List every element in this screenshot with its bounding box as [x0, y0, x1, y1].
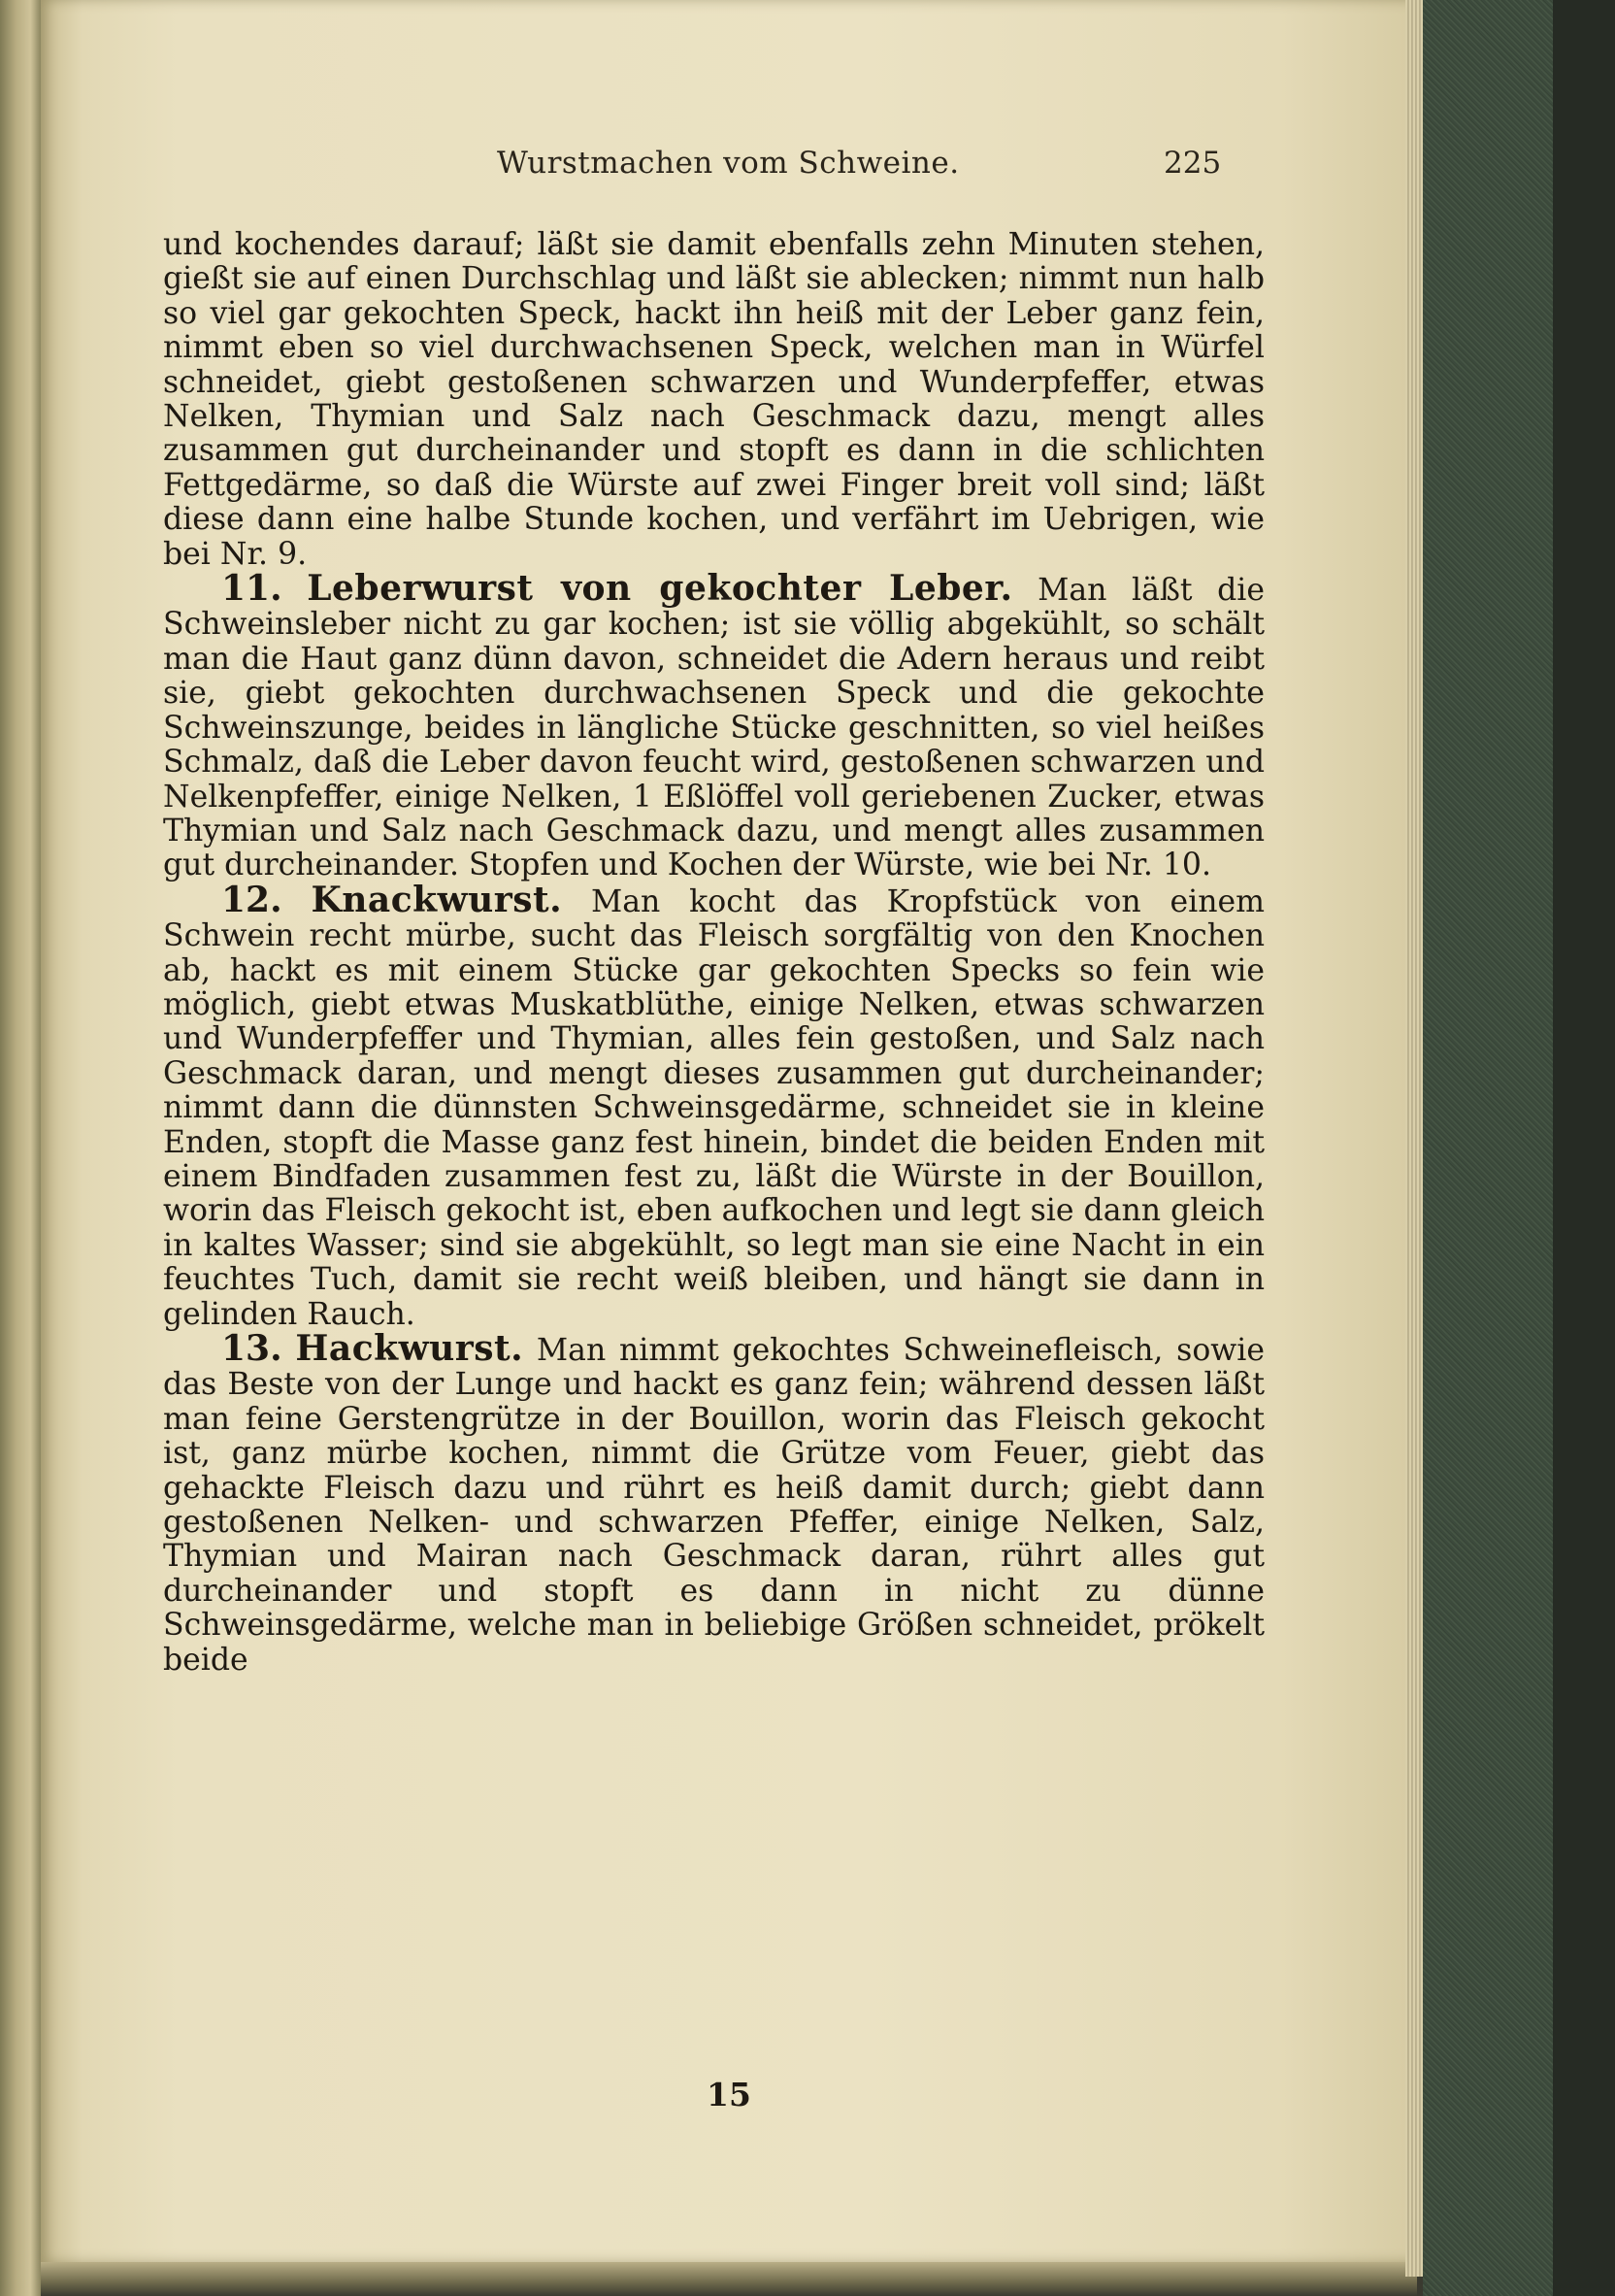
previous-page-edge	[0, 0, 41, 2296]
recipe-number: 12.	[221, 879, 282, 920]
page-block-edges	[1405, 0, 1423, 2277]
recipe-text: Man kocht das Kropfstück von einem Schwein recht mürbe, sucht das Fleisch sorgfältig von den Knochen ab, hackt es mit einem Stücke gar gekochten Specks so fein wie möglich, giebt etwas Muskatblüthe, einige Nelken, etwas schwarzen und Wunderpfeffer und Thymian, alles fein gestoßen, und Salz nach Geschmack daran, und mengt dieses zusammen gut durcheinander; nimmt dann die dünnsten Schweinsgedärme, schneidet sie in kleine Enden, stopft die Masse ganz fest hinein, bindet die beiden Enden mit einem Bindfaden zusammen fest zu, läßt die Würste in der Bouillon, worin das Fleisch gekocht ist, eben aufkochen und legt sie dann gleich in kaltes Wasser; sind sie abgekühlt, so legt man sie eine Nacht in ein feuchtes Tuch, damit sie recht weiß bleiben, und hängt sie dann in gelinden Rauch.	[163, 883, 1265, 1332]
recipe-13	[163, 1328, 1265, 1678]
body-text	[163, 228, 1265, 1678]
recipe-11	[163, 568, 1265, 883]
recipe-title: Knackwurst.	[311, 879, 563, 920]
recipe-number: 11.	[221, 568, 282, 610]
recipe-12	[163, 879, 1265, 1332]
signature-mark: 15	[707, 2076, 751, 2113]
recipe-title: Leberwurst von gekochter Leber.	[307, 568, 1013, 610]
page-number: 225	[1164, 146, 1222, 181]
continued-paragraph: und kochendes darauf; läßt sie damit ebenfalls zehn Minuten stehen, gießt sie auf einen Durchschlag und läßt sie ablecken; nimmt nun halb so viel gar gekochten Speck, hackt ihn heiß mit der Leber ganz fein, nimmt eben so viel durchwachsenen Speck, welchen man in Würfel schneidet, giebt gestoßenen schwarzen und Wunderpfeffer, etwas Nelken, Thymian und Salz nach Geschmack dazu, mengt alles zusammen gut durcheinander und stopft es dann in die schlichten Fettgedärme, so daß die Würste auf zwei Finger breit voll sind; läßt diese dann eine halbe Stunde kochen, und verfährt im Uebrigen, wie bei Nr. 9.	[163, 227, 1265, 572]
book-cover-shadow	[1553, 0, 1615, 2296]
recipe-number: 13.	[221, 1328, 282, 1369]
recipe-title: Hackwurst.	[295, 1328, 524, 1369]
book-page	[41, 0, 1417, 2262]
running-head: Wurstmachen vom Schweine.	[497, 146, 960, 181]
page-bottom-edge	[41, 2262, 1417, 2296]
recipe-text: Man nimmt gekochtes Schweinefleisch, sowie das Beste von der Lunge und hackt es ganz fein; während dessen läßt man feine Gerstengrütze in der Bouillon, worin das Fleisch gekocht ist, ganz mürbe kochen, nimmt die Grütze vom Feuer, giebt das gehackte Fleisch dazu und rührt es heiß damit durch; giebt dann gestoßenen Nelken- und schwarzen Pfeffer, einige Nelken, Salz, Thymian und Mairan nach Geschmack daran, rührt alles gut durcheinander und stopft es dann in nicht zu dünne Schweinsgedärme, welche man in beliebige Größen schneidet, prökelt beide	[163, 1333, 1265, 1678]
recipe-text: Man läßt die Schweinsleber nicht zu gar kochen; ist sie völlig abgekühlt, so schält man die Haut ganz dünn davon, schneidet die Adern heraus und reibt sie, giebt gekochten durchwachsenen Speck und die gekochte Schweinszunge, beides in längliche Stücke geschnitten, so viel heißes Schmalz, daß die Leber davon feucht wird, gestoßenen schwarzen und Nelkenpfeffer, einige Nelken, 1 Eßlöffel voll geriebenen Zucker, etwas Thymian und Salz nach Geschmack dazu, und mengt alles zusammen gut durcheinander. Stopfen und Kochen der Würste, wie bei Nr. 10.	[163, 573, 1265, 883]
page-header	[41, 146, 1417, 194]
